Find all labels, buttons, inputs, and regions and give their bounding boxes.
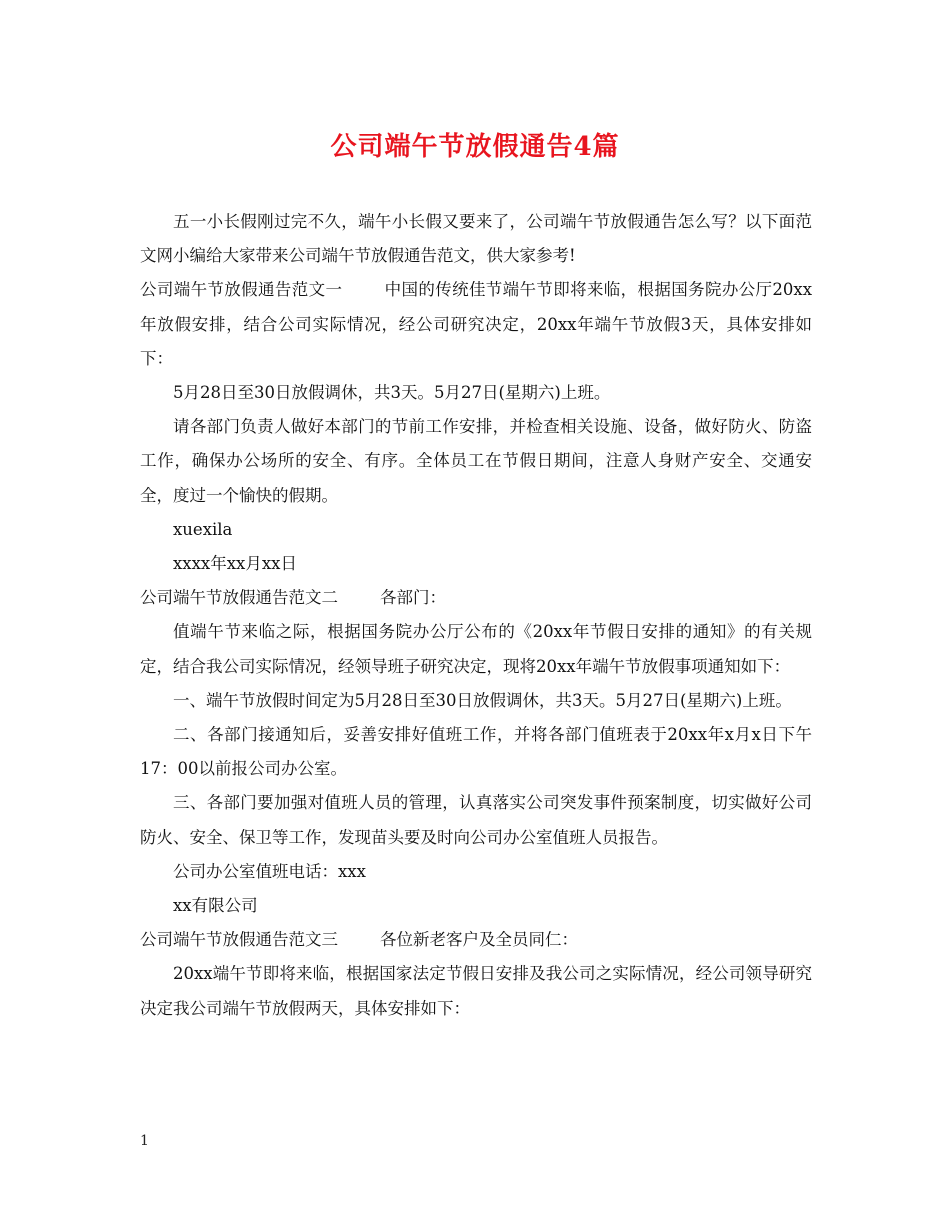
page-number: 1 xyxy=(140,1133,149,1149)
list-item: 三、各部门要加强对值班人员的管理，认真落实公司突发事件预案制度，切实做好公司防火、安全、保卫等工作，发现苗头要及时向公司办公室值班人员报告。 xyxy=(140,793,812,847)
sample-one-opening: 中国的传统佳节端午节即将来临，根据国务院办公厅20xx年放假安排，结合公司实际情况，经公司研究决定，20xx年端午节放假3天，具体安排如下： xyxy=(140,280,812,368)
paragraph: 5月28日至30日放假调休，共3天。5月27日(星期六)上班。 xyxy=(173,383,611,403)
intro-paragraph: 五一小长假刚过完不久，端午小长假又要来了，公司端午节放假通告怎么写？以下面范文网小编给大家带来公司端午节放假通告范文，供大家参考! xyxy=(140,212,812,266)
sample-three-paragraph xyxy=(140,923,812,957)
page-title: 公司端午节放假通告4篇 xyxy=(330,132,620,162)
paragraph: 值端午节来临之际，根据国务院办公厅公布的《20xx年节假日安排的通知》的有关规定，结合我公司实际情况，经领导班子研究决定，现将20xx年端午节放假事项通知如下： xyxy=(140,622,812,676)
sample-two-paragraph xyxy=(140,581,812,615)
paragraph: 请各部门负责人做好本部门的节前工作安排，并检查相关设施、设备，做好防火、防盗工作，确保办公场所的安全、有序。全体员工在节假日期间，注意人身财产安全、交通安全，度过一个愉快的假期。 xyxy=(140,417,812,505)
list-item: 一、端午节放假时间定为5月28日至30日放假调休，共3天。5月27日(星期六)上班。 xyxy=(173,690,792,710)
company-signature: xx有限公司 xyxy=(173,896,258,916)
phone-line: 公司办公室值班电话：xxx xyxy=(173,861,366,881)
date-line: xxxx年xx月xx日 xyxy=(173,554,297,574)
sample-two-heading: 公司端午节放假通告范文二 xyxy=(140,588,338,608)
signature-line: xuexila xyxy=(173,519,233,539)
sample-one-heading: 公司端午节放假通告范文一 xyxy=(140,280,343,300)
document-body xyxy=(140,205,812,1026)
paragraph: 20xx端午节即将来临，根据国家法定节假日安排及我公司之实际情况，经公司领导研究决定我公司端午节放假两天，具体安排如下： xyxy=(140,964,812,1018)
list-item: 二、各部门接通知后，妥善安排好值班工作，并将各部门值班表于20xx年x月x日下午17：00以前报公司办公室。 xyxy=(140,725,812,779)
sample-three-salutation: 各位新老客户及全员同仁： xyxy=(380,930,578,950)
sample-three-heading: 公司端午节放假通告范文三 xyxy=(140,930,338,950)
sample-one-paragraph xyxy=(140,273,812,376)
sample-two-salutation: 各部门： xyxy=(380,588,446,608)
